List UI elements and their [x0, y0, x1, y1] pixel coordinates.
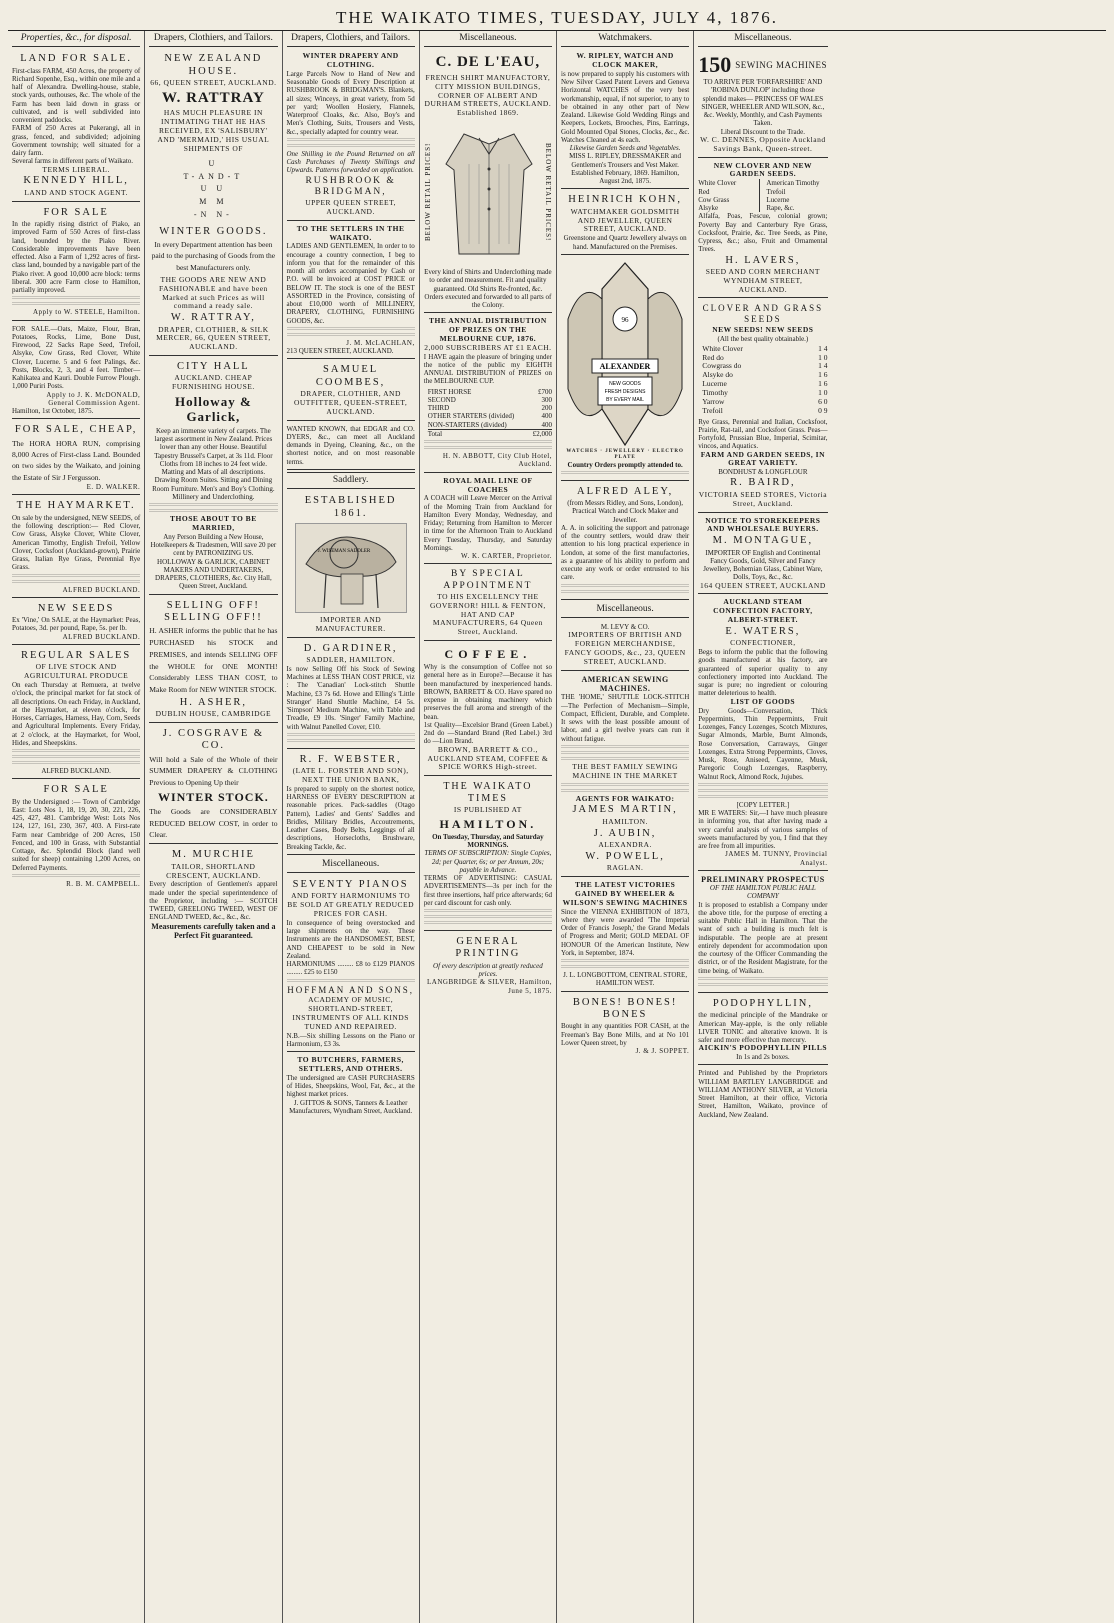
clover-list: White Clover Red Cow Grass Alsyke American Timothy Trefoil Lucerne Rape, &c. [698, 179, 820, 213]
ad-farm-seeds: FARM AND GARDEN SEEDS, IN GREAT VARIETY. [700, 449, 825, 468]
prize-row: FIRST HORSE £700 [427, 387, 552, 396]
ad-signature-sub: LAND AND STOCK AGENT. [24, 187, 128, 197]
ad-title: HEINRICH KOHN, [568, 194, 682, 206]
ad-title: SAMUEL COOMBES, [315, 364, 386, 388]
ad-murchie [149, 846, 277, 943]
ad-text: A. A. in soliciting the support and patronage of the country settlers, would draw their attention to his long practical experience in London, at some of the first manufactories, as a guarantee of his ability to perform and execute any work or order entrusted to his care. [561, 523, 690, 582]
ad-text: Alfalfa, Poas, Fescue, colonial grown; Poverty Bay and Canterbury Rye Grass, Cocksfoot, Prairie, &c. Tree Seeds, as Pine, Cypress, &c.; also, Fruit and Ornamental Trees. [698, 212, 828, 254]
ad-title: TO BUTCHERS, FARMERS, SETTLERS, AND OTHERS. [297, 1055, 404, 1074]
ad-cosgrave [149, 725, 277, 844]
ad-text: TO ARRIVE PER 'FORFARSHIRE' AND 'ROBINA DUNLOP' including those splendid makes— PRINCESS OF WALES SINGER, WHEELER AND WILSON, &c., &c. Weekly, Monthly, and Cash Payments Taken. [701, 78, 825, 128]
ad-address: 66, QUEEN STREET, AUCKLAND. [150, 77, 277, 87]
ad-confection [698, 596, 827, 870]
ad-title: J. COSGRAVE & CO. [162, 728, 265, 752]
ad-signature: H. N. ABBOTT, City Club Hotel, Auckland. [442, 452, 552, 469]
ad-sewing-machines-150 [698, 50, 827, 157]
ad-royal-mail [424, 475, 552, 565]
ad-text: FARM of 250 Acres at Pukerangi, all in grass, fenced, and subdivided; adjoining Government township; well situated for a dairy farm. [12, 124, 141, 158]
agent-place: RAGLAN. [606, 863, 644, 873]
ad-subtitle: DRAPER, CLOTHIER, AND OUTFITTER, QUEEN-STREET, AUCKLAND. [293, 389, 408, 416]
ad-text: The undersigned are CASH PURCHASERS of Hides, Sheepskins, Wool, Fat, &c., at the highest market prices. [286, 1073, 415, 1099]
ad-subscription: TERMS OF SUBSCRIPTION: Single Copies, 2d; per Quarter, 6s; or per Annum, 20s; payable in Advance. [424, 849, 552, 874]
seed-row: Cowgrass do 1 4 [702, 361, 828, 371]
ad-text: Rye Grass, Perennial and Italian, Cocksfoot, Prairie, Rat-tail, and Cocksfoot Grass. Peas—Fortyfold, Prussian Blue, Imperial, Scimitar, vincos, and Aquatics. [698, 417, 828, 451]
ad-city-hall [149, 358, 277, 594]
ad-text: Measurements carefully taken and a Perfect Fit guaranteed. [151, 921, 276, 941]
ad-title: THE LATEST VICTORIES GAINED BY WHEELER & WILSON'S SEWING MACHINES [562, 880, 688, 907]
ad-title: THE WAIKATO TIMES [443, 781, 533, 805]
ad-signature: R. B. M. CAMPBELL. [66, 879, 141, 888]
ad-text: WANTED KNOWN, that EDGAR and CO. DYERS, &c., can meet all Auckland demands in Dyeing, Cleaning, &c., on the shortest notice, and on most reasonable terms. [286, 424, 415, 466]
ad-subtitle: AUCKLAND. CHEAP FURNISHING HOUSE. [172, 373, 255, 392]
ad-text: Begs to inform the public that the following goods manufactured at his factory, are guaranteed of superior quality to any confectionery imported into Auckland. The sugar is pure; no ingredient or colouring matter deleterious to health. [698, 648, 828, 698]
ad-title: NEW SEEDS [37, 602, 115, 614]
ad-text: Why is the consumption of Coffee not so general here as in Europe?—Because it has been manufactured by inexperienced hands. BROWN, BARRETT & CO. Have spared no expense in obtaining machinery which preserves the full aroma and strength of the bean. [423, 663, 552, 721]
ad-title: W. RIPLEY, WATCH AND CLOCK MAKER, [576, 51, 674, 70]
ad-address: UPPER QUEEN STREET, AUCKLAND. [305, 198, 397, 216]
ad-for-sale-cambridge [12, 781, 140, 891]
ad-text: I HAVE again the pleasure of bringing under the notice of the public my EIGHTH ANNUAL DISTRIBUTION of PRIZES on the MELBOURNE CUP. [423, 352, 552, 386]
ad-winter-drapery [287, 50, 415, 221]
ad-text: THE GOODS ARE NEW AND FASHIONABLE and have been Marked at such Prices as will command a ready sale. [158, 274, 268, 311]
ad-text: Greenstone and Quartz Jewellery always on hand. Manufactured on the Premises. [563, 234, 687, 251]
ad-signature: RUSHBROOK & BRIDGMAN, [305, 175, 396, 197]
ad-text: is now prepared to supply his customers with New Silver Cased Patent Levers and Geneva Horizontal WATCHES of the very best workmanship, equal, if not superior, to any to be obtained in any other part of New Zealand. Likewise Gold Wedding Rings and Keepers, Lockets, Brooches, Pins, Earrings, Gold Mounted Opal Stones, Clocks, &c., &c. Watches Cleaned at 4s each. [561, 69, 690, 144]
ad-agents: AGENTS FOR WAIKATO: [575, 793, 675, 803]
ad-gardiner [287, 640, 415, 749]
ad-signature: J. L. LONGBOTTOM, CENTRAL STORE, HAMILTON WEST. [563, 971, 688, 988]
ad-de-leau [424, 50, 552, 313]
ad-signature: W. C. DENNES, Opposite Auckland Savings Bank, Queen-street. [700, 134, 826, 153]
ad-days: On Tuesday, Thursday, and Saturday MORNINGS. [432, 832, 544, 850]
ad-podophyllin [698, 995, 827, 1065]
ad-subtitle: IS PUBLISHED AT [453, 804, 522, 814]
saddle-brand-text: J. WISEMAN SADDLER [317, 548, 370, 554]
ad-list-title: LIST OF GOODS [730, 696, 796, 706]
masthead: THE WAIKATO TIMES, TUESDAY, JULY 4, 1876. [8, 6, 1106, 31]
ad-signature: LANGBRIDGE & SILVER, Hamilton, June 5, 1875. [427, 978, 552, 995]
ad-text: On sale by the undersigned, NEW SEEDS, of the following description:— Red Clover, Cow Grass, Alsyke Clover, White Clover, American Timothy, English Trefoil, Yellow Clover, Cocksfoot (Auckland-grown), Prairie Grass, Italian Rye Grass, Perennial Rye Grass. [12, 513, 141, 572]
ad-title: FOR SALE, CHEAP, [14, 424, 138, 436]
agent-place: ALEXANDRA. [598, 840, 652, 850]
agent-name: J. AUBIN, [593, 827, 657, 839]
ad-signature: H. LAVERS, [725, 254, 801, 266]
ad-haymarket [12, 497, 140, 597]
agent-name: W. POWELL, [585, 850, 665, 862]
ad-wanted-known [287, 423, 415, 470]
ad-title: FOR SALE [43, 206, 109, 218]
ad-text: Since the VIENNA EXHIBITION of 1873, where they were awarded 'The Imperial Order of Francis Joseph,' the Grand Medals of Progress and Merit; GOLD MEDAL OF HONOUR Of the American Institute, New York, in September, 1874. [561, 907, 690, 957]
ad-signature: J. M. McLACHLAN, [346, 338, 415, 347]
ad-title: SEWING MACHINES [735, 59, 827, 70]
ad-text: Ex 'Vine,' On SALE, at the Haymarket: Peas, Potatoes, 3d. per pound, Rape, 5s. per lb. [12, 616, 141, 633]
ad-title: ESTABLISHED 1861. [304, 495, 397, 519]
seed-price-list [698, 345, 827, 416]
seed-row: Timothy 1 0 [702, 387, 828, 397]
section-heading: Miscellaneous. [287, 857, 415, 873]
ad-subtitle: 2,000 SUBSCRIBERS AT £1 EACH. [424, 342, 552, 352]
ad-title: M. LEVY & CO. [600, 622, 650, 631]
ad-clover-grass-seeds [698, 300, 827, 512]
ad-brands: 1st Quality—Excelsior Brand (Green Label.) 2nd do —Standard Brand (Red Label.) 3rd do —Lion Brand. [423, 720, 552, 746]
seed-row: White Clover 1 4 [702, 343, 828, 353]
ad-title: PODOPHYLLIN, [712, 997, 813, 1009]
ad-text: In every Department attention has been paid to the purchasing of Goods from the best Manufacturers only. [151, 240, 276, 272]
ad-product: AICKIN'S PODOPHYLLIN PILLS [698, 1043, 828, 1053]
ad-for-sale-cheap [12, 421, 140, 495]
ad-subtitle: WATCHMAKER GOLDSMITH AND JEWELLER, QUEEN STREET, AUCKLAND. [570, 206, 680, 234]
ad-text: A COACH will Leave Mercer on the Arrival of the Morning Train from Auckland for Hamilton Every Monday, Wednesday, and Friday; Returning from Hamilton to Mercer in time for the Afternoon Train to Auckland Every Tuesday, Thursday, and Saturday Mornings. [423, 494, 552, 552]
ad-text: Dry Goods—Conversation, Thick Peppermints, Thin Peppermints, Fruit Lozenges, Fancy Lozenges, Scotch Mixtures, Sugar Almonds, Marble, Burnt Almonds, Rose Conversation, Carraways, Ginger Lozenges, Extra Strong Peppermints, Cloves, Musk, Rose, Aniseed, Cayenne, Musk, Paregoric Cough Lozenges, Raspberry, Walnut Rock, Almond Rock, Jujubes. [698, 706, 828, 781]
ad-prospectus [698, 873, 827, 993]
ad-text: MR E WATERS: Sir,—I have much pleasure in informing you, that after having made a very careful analysis of various samples of sweets manufactured by you, I find that they are free from all impurities. [698, 809, 828, 850]
ad-note: N.B.—Six shilling Lessons on the Piano or Harmonium, £3 3s. [286, 1031, 415, 1048]
ad-subtitle: FRENCH SHIRT MANUFACTORY, CITY MISSION BUILDINGS, CORNER OF ALBERT AND DURHAM STREETS, AUCKLAND. Established 1869. [424, 72, 552, 118]
ad-terms: TERMS LIBERAL. [42, 164, 110, 174]
ad-bones [561, 994, 689, 1059]
ad-aley [561, 483, 689, 600]
ad-title: BONES! BONES! BONES [572, 996, 678, 1020]
ad-signature: J. GITTOS & SONS, Tanners & Leather Manufacturers, Wyndham Street, Auckland. [289, 1098, 413, 1115]
ad-signature: R. BAIRD, [730, 477, 796, 489]
ad-butchers [287, 1054, 415, 1118]
ad-title: TO THE SETTLERS IN THE WAIKATO. [296, 223, 405, 242]
ad-text: First-class FARM, 450 Acres, the property of Richard Sopenhe, Esq., within one mile and a half of Alexandra. Dwelling-house, stable, stock yards, outhouses, &c. The whole of the Farm has been laid down in grass or cultivated, and is well subdivided into convenient paddocks. [12, 66, 141, 125]
ad-ripley [561, 50, 689, 189]
ad-address: 164 QUEEN STREET, AUCKLAND [699, 580, 826, 590]
ad-signature: Apply to J. K. McDONALD, [46, 390, 141, 399]
ad-title: THE ANNUAL DISTRIBUTION OF PRIZES ON THE MELBOURNE CUP, 1876. [428, 316, 547, 344]
ad-married: THOSE ABOUT TO BE MARRIED, [170, 514, 257, 532]
ad-signature-sub: VICTORIA SEED STORES, Victoria Street, Auckland. [698, 489, 828, 508]
ad-new-seeds [12, 600, 140, 645]
shirt-illustration [444, 124, 534, 264]
ad-signature: KENNEDY HILL, [23, 175, 129, 187]
column-heading: Watchmakers. [561, 31, 689, 47]
ad-text: Will hold a Sale of the Whole of their SUMMER DRAPERY & CLOTHING Previous to Opening Up their [149, 754, 278, 787]
ad-title: THE HAYMARKET. [16, 500, 136, 512]
ad-text: FOR SALE.—Oats, Maize, Flour, Bran, Potatoes, Rocks, Lime, Bone Dust, Firewood, 22 Sacks Rape Seed, Trefoil, Alsyke, Cow Grass, Red Clover, White Clover, Lucerne. 5 and 6 feet Palings, &c. Posts, Blocks, 2, 3, and 4 feet. Timber—Kahikatea and Kauri. Double Furrow Plough. 1,000 Puriri Posts. [12, 324, 141, 391]
ad-text: In consequence of being overstocked and large shipments on the way. These Instruments are the HANDSOMEST, BEST, AND CHEAPEST to be sold in New Zealand. [286, 918, 415, 960]
ad-title: GENERAL PRINTING [455, 936, 521, 960]
ad-land-for-sale [12, 50, 140, 201]
ad-new-clover [698, 160, 827, 299]
ad-best: THE BEST FAMILY SEWING MACHINE IN THE MARKET [572, 761, 678, 780]
ad-signature: BROWN, BARRETT & CO., AUCKLAND STEAM, COFFEE & SPICE WORKS High-street. [427, 744, 549, 772]
ad-subtitle: SADDLER, HAMILTON. [306, 654, 395, 664]
seed-row: Trefoil 0 9 [702, 405, 828, 415]
ad-new-seeds: NEW SEEDS! NEW SEEDS [712, 324, 814, 334]
ad-title: BY SPECIAL APPOINTMENT [443, 569, 533, 591]
seed-row: Yarrow 6 0 [702, 396, 828, 406]
saddle-illustration [295, 523, 407, 613]
ad-text: The HORA HORA RUN, comprising 8,000 Acres of First-class Land. Bounded on two sides by the Waikato, and joining the Estate of Sir J Fergusson. [12, 438, 141, 482]
alexander-name-text: ALEXANDER [599, 361, 651, 371]
ad-american-sewing [561, 673, 689, 878]
watch-key-illustration [562, 259, 688, 449]
agent-place: HAMILTON. [602, 816, 648, 826]
ad-title: PRELIMINARY PROSPECTUS [701, 874, 825, 884]
prize-row: THIRD 200 [427, 404, 552, 413]
svg-text:BY EVERY MAIL: BY EVERY MAIL [606, 396, 645, 403]
ad-text: Country Orders promptly attended to. [567, 460, 683, 469]
column-heading: Drapers, Clothiers, and Tailors. [287, 31, 415, 47]
ad-victories [561, 879, 689, 992]
ad-text: It is proposed to establish a Company under the above title, for the purpose of erecting a suitable Public Hall in Hamilton. That the want of such a building is much felt is indisputable. The people are at present entirely dependent for accommodation upon the courtesy of the Officer Commanding the district, or of the Resident Magistrate, for the time being, of Waikato. [698, 900, 828, 975]
ad-title: AUCKLAND STEAM CONFECTION FACTORY, ALBERT-STREET. [713, 597, 813, 625]
ad-melbourne-cup [424, 315, 552, 472]
column-heading: Drapers, Clothiers, and Tailors. [149, 31, 277, 47]
ad-subtitle: IMPORTER OF English and Continental Fancy Goods, Gold, Silver and Fancy Jewellery, Bohemian Glass, Cabinet Ware, Dolls, Toys, &c., &c. [703, 548, 823, 582]
prize-row: Total £2,000 [427, 429, 552, 438]
ad-subtitle: IMPORTERS OF BRITISH AND FOREIGN MERCHANDISE, FANCY GOODS, &c., 23, QUEEN STREET, AUCKLAND. [564, 630, 686, 666]
ad-title: M. MURCHIE [171, 849, 255, 861]
ad-title: AMERICAN SEWING MACHINES. [581, 674, 669, 693]
ad-for-sale-piako [12, 204, 140, 321]
ad-name: E. WATERS, [725, 625, 801, 637]
seed-row: Alsyke do 1 6 [702, 370, 828, 380]
ad-coffee [424, 643, 552, 776]
column-watchmakers [557, 31, 694, 1623]
column-misc-2 [694, 31, 831, 1623]
ad-text: Keep an immense variety of carpets. The largest assortment in New Zealand. Prices lower than any other House. Beautiful Tapestry Brussel's Carpet, at 3s 11d. Floor Cloths from 18 inches to 24 feet wide. Matting and Mats of all descriptions. Drawing Room Suites. Sitting and Dining Room Furniture. Men's and Boy's Clothing. Millinery and Underclothing. [152, 426, 275, 501]
ad-signature: HOLLOWAY & GARLICK, CABINET MAKERS AND UNDERTAKERS, DRAPERS, CLOTHIERS, &c. City Hall, Queen Street, Auckland. [155, 557, 272, 591]
ad-title: NEW CLOVER AND NEW GARDEN SEEDS. [713, 160, 812, 179]
ad-place: HAMILTON. [439, 816, 537, 831]
ad-signature: E. D. WALKER. [86, 483, 141, 492]
prize-list [424, 388, 552, 439]
ad-terms: TERMS OF ADVERTISING: CASUAL ADVERTISEMENTS—3s per inch for the first three insertions, half price afterwards; 6d per card discount for cash only. [423, 874, 552, 907]
ad-regular-sales [12, 647, 140, 779]
alexander-goods-text: NEW GOODS [609, 380, 641, 387]
ad-prices: HARMONIUMS ......... £8 to £129 PIANOS ......... £25 to £150 [286, 960, 415, 977]
ad-title: LAND FOR SALE. [20, 53, 132, 65]
column-heading: Properties, &c., for disposal. [12, 31, 140, 47]
ad-montague [698, 515, 827, 595]
decorative-lettering: U T-AND-T U U M M -N N- [183, 158, 244, 219]
ad-product-sub: In 1s and 2s boxes. [736, 1053, 790, 1062]
ad-title: CLOVER AND GRASS SEEDS [702, 303, 824, 325]
seed-row: Lucerne 1 6 [702, 379, 828, 389]
ad-waikato-times [424, 778, 552, 931]
ad-subtitle: TO HIS EXCELLENCY THE GOVERNOR! HILL & FENTON, HAT AND CAP MANUFACTURERS, 64 Queen Street, Auckland. [430, 591, 546, 637]
ad-subtitle: (All the best quality obtainable.) [717, 334, 809, 343]
ad-signature: MISS L. RIPLEY, DRESSMAKER and Gentlemen's Trousers and Vest Maker. Established February, 1869. Hamilton, August 2nd, 1875. [569, 152, 682, 186]
ad-text: On each Thursday at Remuera, at twelve o'clock, the principal market for fat stock of all descriptions. On each Friday, in Auckland, at the Haymarket, at eleven o'clock, for Horses, Carriages, Harness, Hay, Corn, Seeds and Agricultural Implements. Every Friday, at 2 o'clock, at the Haymarket, for Wool, Hides, and Sheepskins. [12, 681, 141, 747]
ad-text: By the Undersigned :— Town of Cambridge East: Lots Nos 1, 18, 19, 20, 30, 221, 226, 425, 427, 481. Cambridge West: Lots Nos 124, 127, 161, 230, 367, 403. A First-rate Farm near Cambridge of 200 Acres, 150 Fenced, and 100 in Grass, with Substantial Cottage, &c. Splendid Block (land well suited for sheep) containing 1,200 Acres, on Deferred Payments. [12, 797, 141, 872]
ad-date: Hamilton, 1st October, 1875. [12, 407, 94, 416]
ad-text: Any Person Building a New House, Hotelkeepers & Tradesmen, Will save 20 per cent by PATRONIZING US. [150, 532, 277, 558]
ad-webster [287, 751, 415, 855]
ad-text: H. ASHER informs the public that he has PURCHASED his STOCK and PREMISES, and intends SELLING OFF the WHOLE for ONE MONTH! Considerably LESS THAN COST, to Make Room for NEW WINTER STOCK. [149, 626, 278, 695]
ad-new-zealand-house [149, 50, 277, 356]
ad-signature: ALFRED BUCKLAND. [41, 767, 111, 776]
ad-text: Every kind of Shirts and Underclothing made to order and measurement. Fit and quality guaranteed. Old Shirts Re-fronted, &c. Orders executed and forwarded to all parts of the Colony. [424, 268, 552, 310]
ad-name: M. MONTAGUE, [712, 535, 814, 547]
columns [8, 31, 1106, 1623]
ad-subtitle: OF THE HAMILTON PUBLIC HALL COMPANY [709, 884, 816, 901]
ad-discount: Liberal Discount to the Trade. [720, 127, 805, 136]
ad-winter-goods: WINTER GOODS. [159, 225, 268, 237]
ad-signature-sub: SEED AND CORN MERCHANT WYNDHAM STREET, AUCKLAND. [705, 266, 820, 294]
ad-title: COFFEE. [444, 647, 532, 662]
svg-text:FRESH DESIGNS: FRESH DESIGNS [604, 388, 646, 395]
ad-signature: W. K. CARTER, Proprietor. [461, 552, 552, 561]
ad-signature: JAMES M. TUNNY, Provincial Analyst. [725, 850, 828, 867]
ad-text: In the rapidly rising district of Piako, an improved Farm of 550 Acres of first-class land, bounded by the Piako River. Considerable improvements have been effected. Also a Farm of 1,292 acres of first-class land, bounded by a navigable part of the Piako river. A good 10,000 acre block: terms liberal. 300 acre Farm close to Hamilton, partially improved. [12, 220, 141, 295]
ad-title: FOR SALE [43, 784, 109, 796]
side-text-left: BELOW RETAIL PRICES! [423, 142, 432, 242]
column-drapers-1 [145, 31, 282, 1623]
ad-text: Large Parcels Now to Hand of New and Seasonable Goods of Every Description at RUSHBROOK & BRIDGMAN'S. Blankets, all sizes; Winceys, in great variety, from 5d per yard; Woollen Hosiery, Flannels, Waterproof Cloaks, &c. Also, Boy's and Men's Clothing, Suits, Trousers and Vests, &c., specially adapted for country wear. [286, 69, 415, 136]
column-heading: Miscellaneous. [424, 31, 552, 47]
ad-kohn [561, 191, 689, 254]
svg-text:96: 96 [621, 315, 629, 324]
ad-signature: H. ASHER, [179, 696, 248, 708]
imprint [698, 1067, 827, 1122]
ad-text: LADIES AND GENTLEMEN, In order to to encourage a country connection, I beg to inform you that for the remainder of this month all orders accompanied by Cash or P.O. will be invoiced at COST PRICE or BELOW IT. The stock is one of the BEST ASSORTED in the Province, consisting of about £10,000 worth of MILLINERY, DRAPERY, CLOTHING, FURNISHING GOODS, &c. [286, 242, 415, 325]
ad-title: CITY HALL [177, 361, 250, 373]
ad-established [287, 492, 415, 637]
side-text-right: BELOW RETAIL PRICES! [544, 142, 552, 242]
ad-holloway: Holloway & Garlick, [174, 394, 252, 425]
ad-number: 150 [698, 52, 732, 78]
prize-row: NON-STARTERS (divided) 400 [427, 420, 552, 429]
prize-row: OTHER STARTERS (divided) 400 [427, 412, 552, 421]
ad-text: Is prepared to supply on the shortest notice, HARNESS OF EVERY DESCRIPTION at reasonable prices. Pack-saddles (Otago Pattern), Ladies' and Gents' Saddles and Bridles, Military Bridles, Accoutrements, Leather Cases, Body Belts, Leggings of all descriptions, Horsecloths, Brushware, Breaking Tackle, &c. [286, 784, 415, 851]
ad-winter-stock: WINTER STOCK. [157, 789, 269, 804]
ad-signature-sub: DRAPER, CLOTHIER, & SILK MERCER, 66, QUEEN STREET, AUCKLAND. [156, 324, 271, 352]
ad-subtitle: Of every description at greatly reduced prices. [433, 961, 543, 979]
ad-signature: W. RATTRAY, [170, 312, 256, 324]
ad-bonhust: BONDHUST & LONGFLOUR [718, 468, 808, 477]
ad-signature-sub: ACADEMY OF MUSIC, SHORTLAND-STREET, INSTRUMENTS OF ALL KINDS TUNED AND REPAIRED. [292, 995, 409, 1031]
agent-name: JAMES MARTIN, [572, 804, 678, 816]
ad-title: ROYAL MAIL LINE OF COACHES [443, 475, 533, 494]
section-heading: Saddlery. [287, 472, 415, 489]
ad-title: NOTICE TO STOREKEEPERS AND WHOLESALE BUYERS. [705, 515, 821, 534]
ad-signature: Apply to W. STEELE, Hamilton. [33, 308, 141, 317]
column-misc-1 [420, 31, 557, 1623]
ad-subtitle: (from Messrs Ridley, and Sons, London), Practical Watch and Clock Maker and Jeweller. [567, 499, 684, 524]
section-heading: Miscellaneous. [561, 602, 689, 618]
ad-subtitle: TAILOR, SHORTLAND CRESCENT, AUCKLAND. [166, 861, 261, 880]
ad-text: Bought in any quantities FOR CASH, at the Freeman's Bay Bone Mills, and at No 101 Lower Queen street, by [561, 1022, 690, 1047]
ad-subtitle: OF LIVE STOCK AND AGRICULTURAL PRODUCE [24, 662, 129, 681]
ad-selling-off: SELLING OFF! SELLING OFF!! [164, 599, 263, 623]
ad-text: The Goods are CONSIDERABLY REDUCED BELOW COST, in order to Clear. [149, 807, 278, 839]
ad-subtitle: CONFECTIONER, [730, 638, 796, 648]
ad-subtitle: (LATE L. FORSTER AND SON), NEXT THE UNION BANK, [292, 766, 409, 785]
ad-asher [149, 597, 277, 724]
column-drapers-2 [283, 31, 420, 1623]
ad-levy [561, 621, 689, 671]
ad-note: One Shilling in the Pound Returned on all Cash Purchases of Twenty Shillings and Upwards. Patterns forwarded on application. [286, 149, 415, 175]
ad-title: ALFRED ALEY, [577, 485, 674, 497]
ad-address: 213 QUEEN STREET, AUCKLAND. [286, 347, 394, 356]
ad-signature: J. & J. SOPPET. [635, 1047, 690, 1056]
seed-row: Red do 1 0 [702, 352, 828, 362]
column-heading: Miscellaneous. [698, 31, 827, 47]
ad-signature-sub: DUBLIN HOUSE, CAMBRIDGE [155, 709, 272, 719]
ad-title: R. F. WEBSTER, [299, 753, 402, 765]
prize-row: SECOND 300 [427, 395, 552, 404]
ad-coombes [287, 361, 415, 420]
ad-settlers [287, 223, 415, 360]
ad-title: D. GARDINER, [303, 642, 398, 654]
column-properties [8, 31, 145, 1623]
imprint-text: Printed and Published by the Proprietors WILLIAM BARTLEY LANGBRIDGE and WILLIAM ANTHONY SILVER, at Victoria Street Hamilton, at their office, Victoria Street, Hamilton, Waikato, province of Auckland, New Zealand. [698, 1069, 828, 1119]
ad-name-rattray: W. RATTRAY [161, 89, 265, 106]
ad-title: C. DE L'EAU, [435, 54, 541, 71]
ad-text: Several farms in different parts of Waikato. [12, 157, 134, 166]
ad-alexander [561, 257, 689, 481]
ad-general-printing [424, 933, 552, 998]
ad-subtitle: AND FORTY HARMONIUMS TO BE SOLD AT GREATLY REDUCED PRICES FOR CASH. [287, 891, 415, 919]
ad-text: Every description of Gentlemen's apparel made under the special superintendence of the Proprietor, including :— SCOTCH TWEED, GREELONG TWEED, WEST OF ENGLAND TWEED, &c., &c., &c. [149, 880, 278, 922]
ad-title: WINTER DRAPERY AND CLOTHING. [302, 51, 399, 70]
ad-signature: HOFFMAN AND SONS, [287, 984, 415, 995]
ad-for-sale-oats [12, 323, 140, 420]
ad-signature: ALFRED BUCKLAND. [62, 585, 141, 594]
ad-importer: IMPORTER AND MANUFACTURER. [315, 614, 386, 633]
ad-title: REGULAR SALES [20, 649, 132, 661]
ad-title: SEVENTY PIANOS [292, 879, 409, 891]
ad-copy-letter: [COPY LETTER.] [736, 800, 790, 809]
shirt-illustration-area [424, 118, 552, 268]
ad-text: the medicinal principle of the Mandrake or American May-apple, is the only reliable LIVER TONIC and alterative known. It is safer and more effective than mercury. [698, 1011, 828, 1045]
alexander-ring: WATCHES · JEWELLERY · ELECTRO PLATE [566, 448, 684, 460]
ad-note: Likewise Garden Seeds and Vegetables. [569, 144, 681, 153]
ad-pianos [287, 876, 415, 1052]
ad-title: NEW ZEALAND HOUSE. [164, 53, 263, 77]
ad-text: THE 'HOME,' SHUTTLE LOCK-STITCH —The Perfection of Mechanism—Simple, Compact, Efficient, Durable, and Complete. It sews with the least possible amount of labor, and a girl twelve years can run it without fatigue. [561, 693, 690, 743]
ad-signature-sub: General Commission Agent. [48, 398, 141, 407]
ad-signature: ALFRED BUCKLAND. [62, 632, 141, 641]
ad-text: HAS MUCH PLEASURE IN INTIMATING THAT HE HAS RECEIVED, EX 'SALISBURY' AND 'MERMAID,' HIS USUAL SHIPMENTS OF [157, 108, 270, 153]
ad-text: Is now Selling Off his Stock of Sewing Machines at LESS THAN COST PRICE, viz : The 'Canadian' Lock-stitch Shuttle Machine, £3 7s 6d. Howe and Elling's 'Little Stranger' Hand Shuttle Machine, £4 5s. 'Simpson' Medium Machine, with Table and Treadle, £9 10s. 'Singer' Family Machine, with Walnut Panelled Cover, £10. [286, 664, 415, 731]
ad-special-appointment [424, 566, 552, 641]
